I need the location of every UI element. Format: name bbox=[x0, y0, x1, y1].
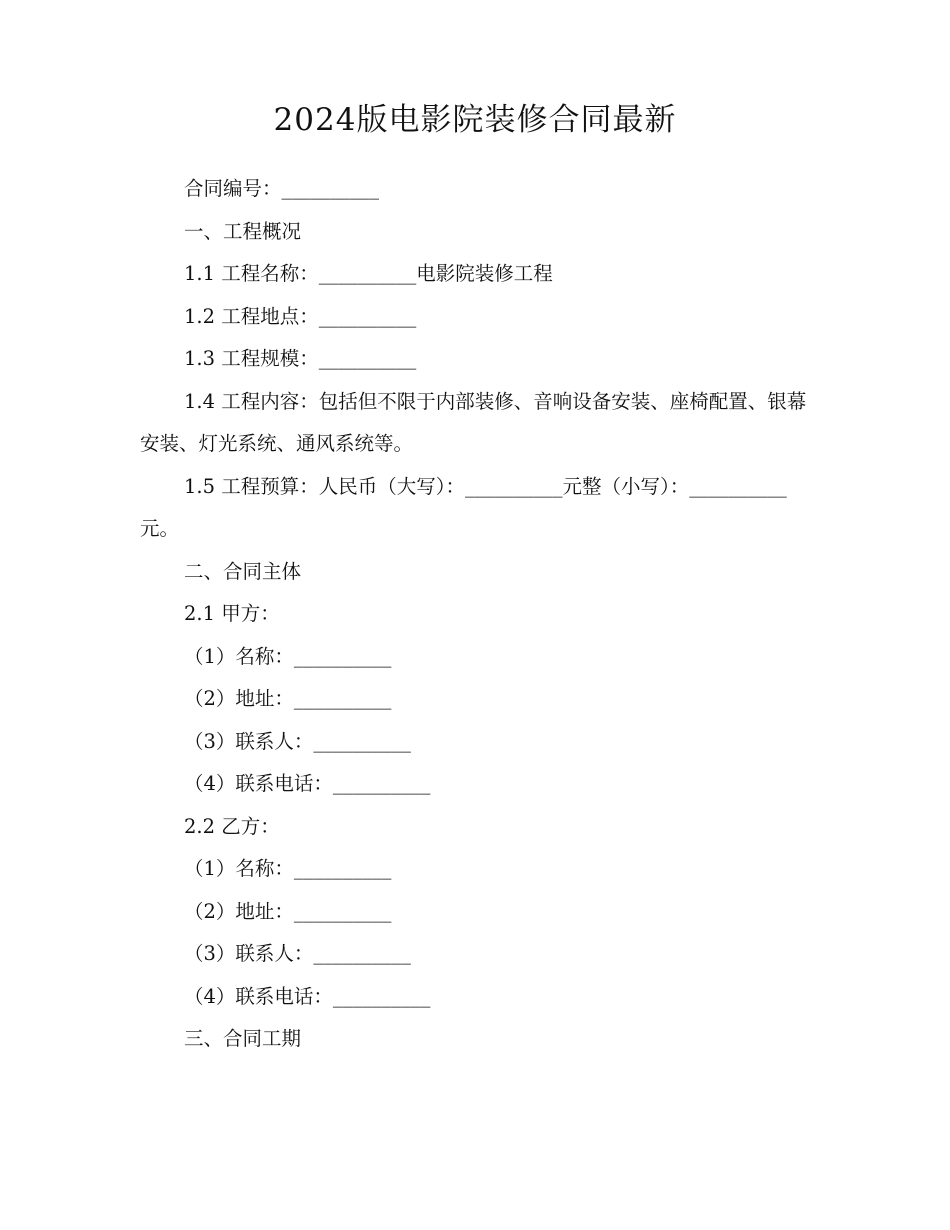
section-heading-contract-parties: 二、合同主体 bbox=[184, 559, 302, 583]
document-body bbox=[140, 168, 810, 1061]
party-b-contact: （3）联系人：__________ bbox=[184, 942, 411, 965]
clause-party-b: 2.2 乙方： bbox=[184, 814, 280, 838]
section-heading-project-overview: 一、工程概况 bbox=[184, 219, 302, 243]
document-title: 2024版电影院装修合同最新 bbox=[273, 102, 677, 138]
party-a-address: （2）地址：__________ bbox=[184, 687, 392, 710]
contract-number: 合同编号：__________ bbox=[184, 177, 380, 200]
party-a-phone: （4）联系电话：__________ bbox=[184, 772, 431, 795]
party-b-address: （2）地址：__________ bbox=[184, 899, 392, 923]
clause-project-content: 1.4 工程内容：包括但不限于内部装修、音响设备安装、座椅配置、银幕安装、灯光系统、通风系统等。 bbox=[140, 389, 807, 455]
section-heading-contract-period: 三、合同工期 bbox=[184, 1027, 302, 1050]
clause-project-scale: 1.3 工程规模：__________ bbox=[184, 347, 417, 370]
party-b-phone: （4）联系电话：__________ bbox=[184, 984, 431, 1008]
clause-project-name: 1.1 工程名称：__________电影院装修工程 bbox=[184, 262, 553, 285]
party-a-name: （1）名称：__________ bbox=[184, 644, 392, 668]
party-a-contact: （3）联系人：__________ bbox=[184, 729, 411, 753]
clause-party-a: 2.1 甲方： bbox=[184, 602, 280, 625]
clause-project-location: 1.2 工程地点：__________ bbox=[184, 304, 417, 328]
clause-project-budget: 1.5 工程预算：人民币（大写）：__________元整（小写）：__________元。 bbox=[140, 474, 787, 540]
party-b-name: （1）名称：__________ bbox=[184, 857, 392, 880]
